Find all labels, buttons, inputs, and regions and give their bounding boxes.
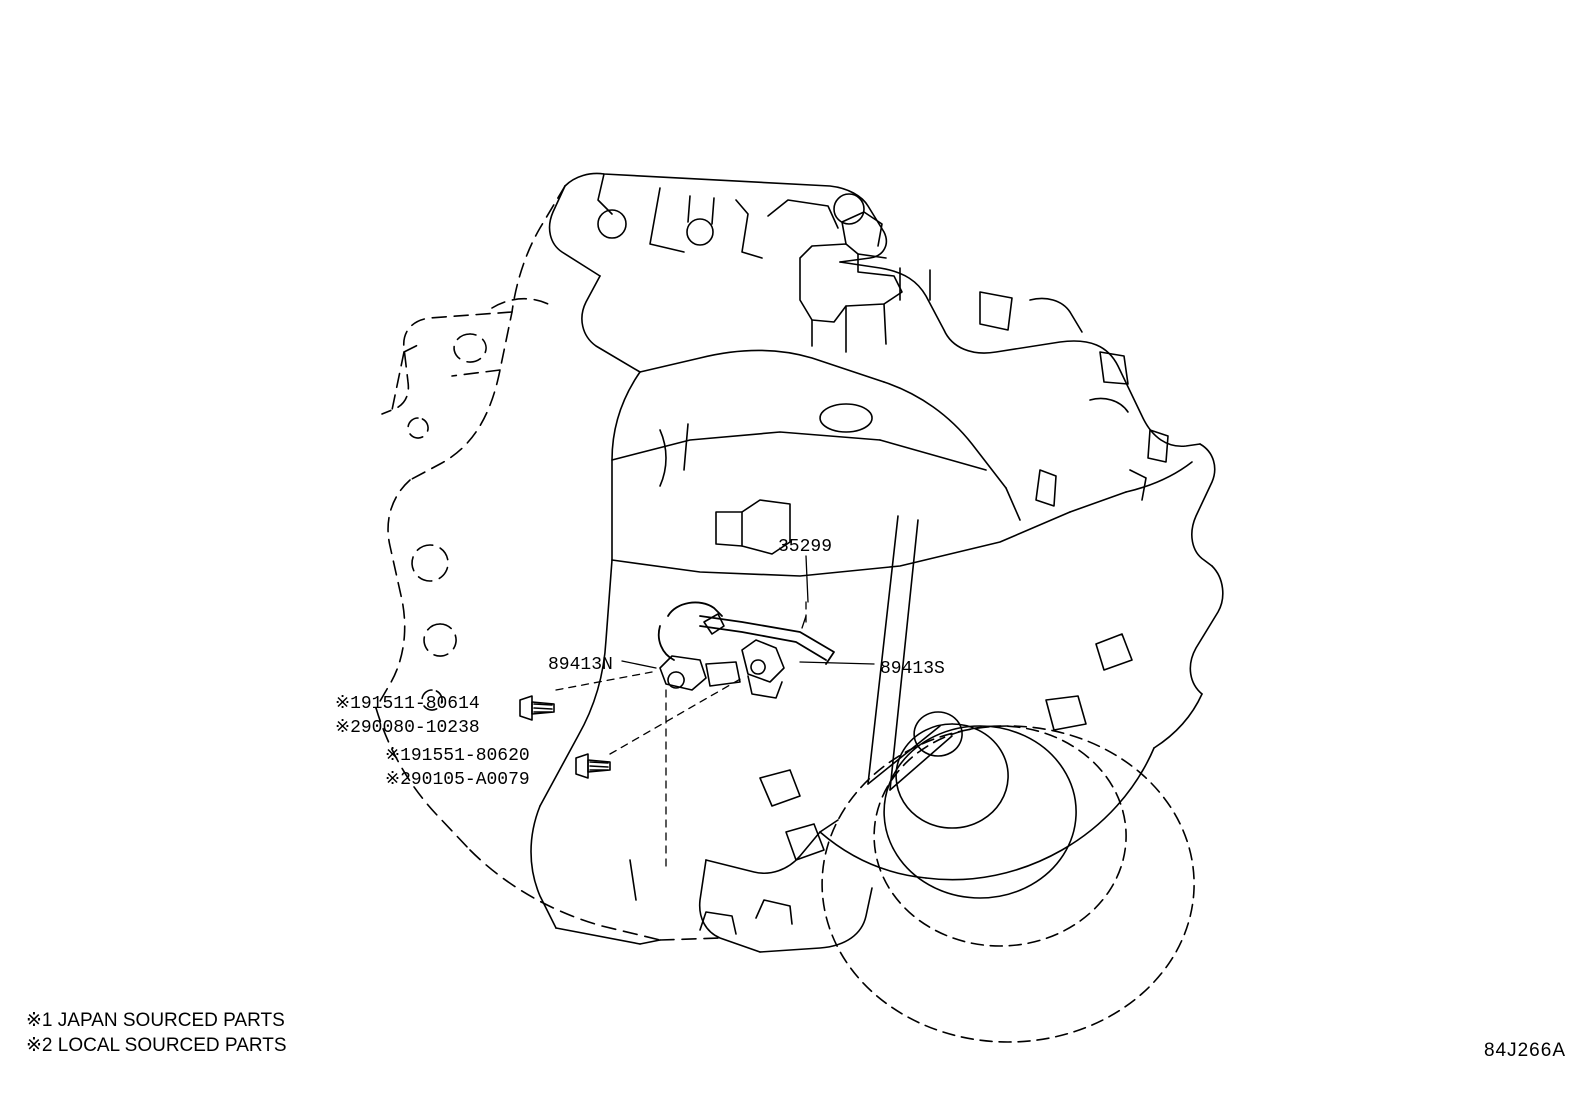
callout-89413S: 89413S [880,659,945,679]
callout-290105-A0079: ※290105-A0079 [385,770,530,790]
footnote-japan-sourced: ※1 JAPAN SOURCED PARTS [26,1010,285,1031]
callout-191551-80620: ※191551-80620 [385,746,530,766]
callout-89413N: 89413N [548,655,613,675]
diagram-code: 84J266A [1483,1040,1566,1061]
callout-290080-10238: ※290080-10238 [335,718,480,738]
footnote-local-sourced: ※2 LOCAL SOURCED PARTS [26,1035,287,1056]
callout-191511-80614: ※191511-80614 [335,694,480,714]
callout-35299: 35299 [778,537,833,557]
